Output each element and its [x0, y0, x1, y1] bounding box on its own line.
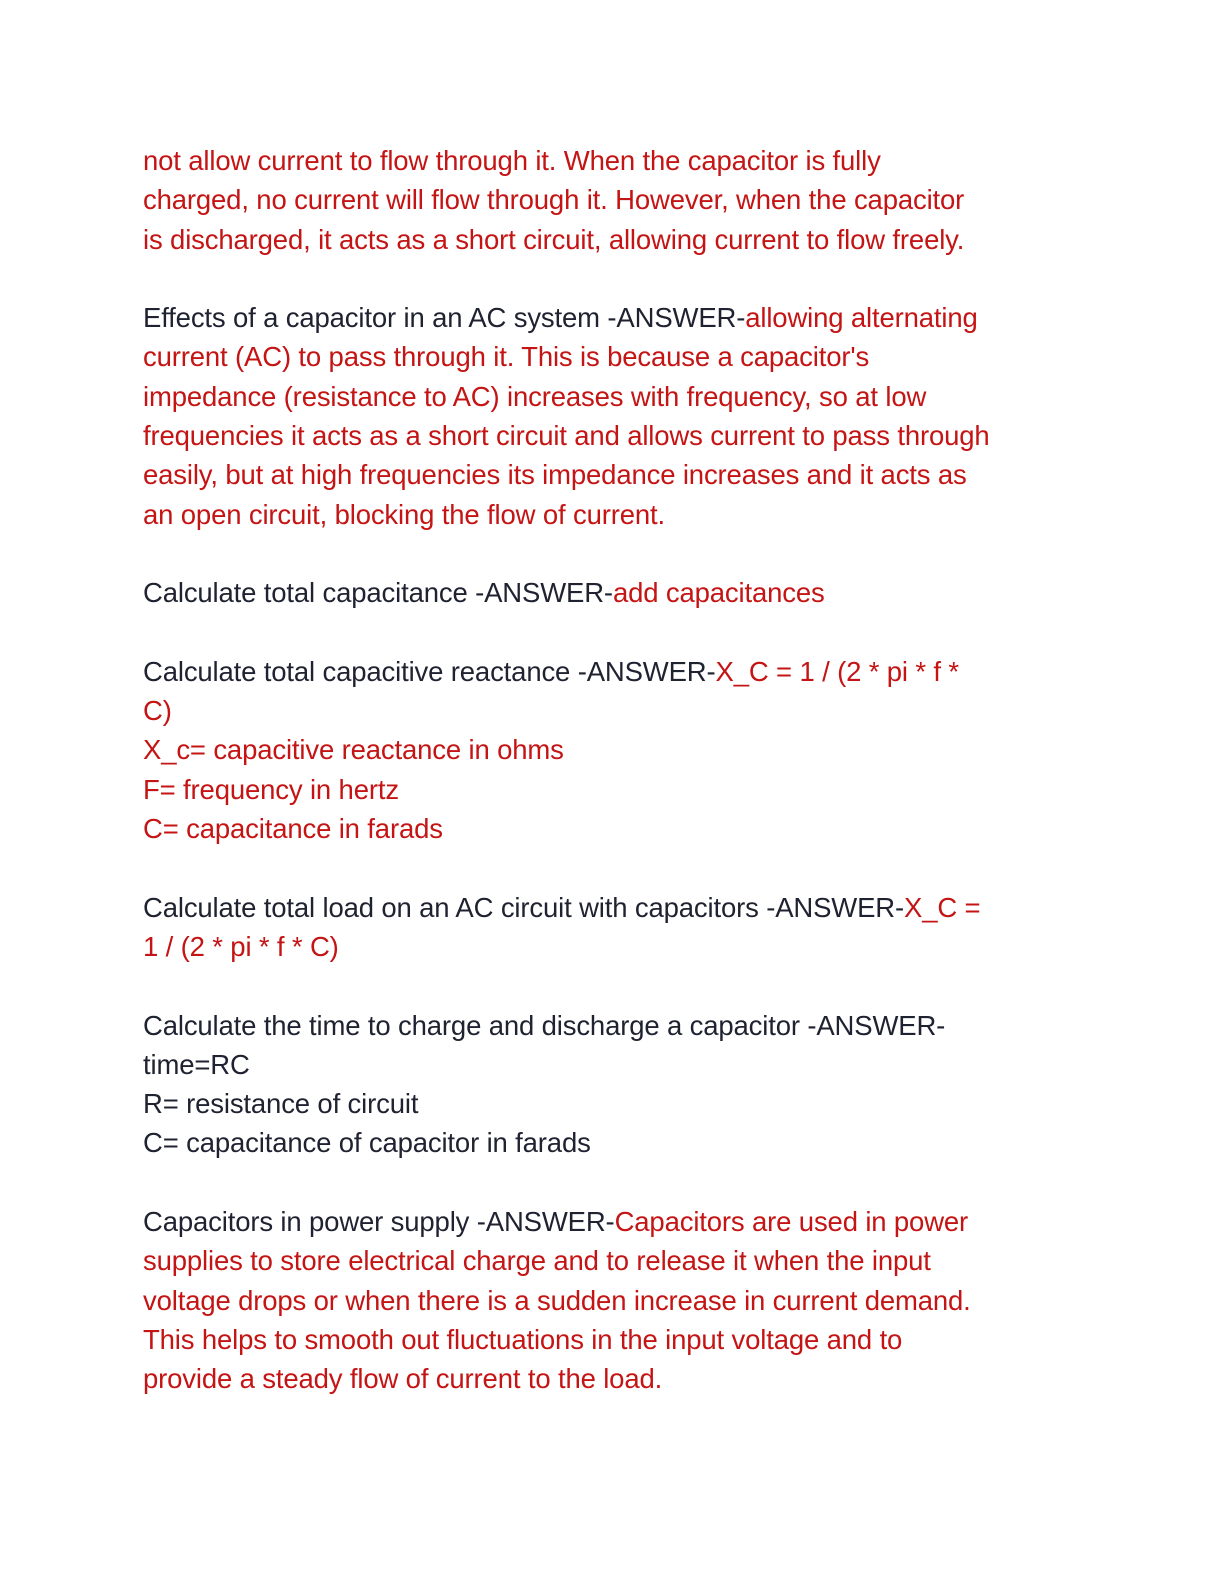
- text-line: [143, 377, 1083, 416]
- question-text: time=RC: [143, 1048, 250, 1080]
- answer-text: allowing alternating: [745, 302, 978, 334]
- answer-text: X_C = 1 / (2 * pi * f *: [715, 655, 959, 687]
- text-line: [143, 416, 1083, 455]
- text-line: [143, 927, 1083, 966]
- answer-text: current (AC) to pass through it. This is because a capacitor's: [143, 341, 870, 373]
- answer-text: impedance (resistance to AC) increases with frequency, so at low: [143, 380, 927, 412]
- paragraph-gap: [143, 259, 1083, 298]
- text-line: [143, 1281, 1083, 1320]
- text-line: [143, 1359, 1083, 1398]
- answer-text: supplies to store electrical charge and to release it when the input: [143, 1245, 931, 1277]
- answer-text: provide a steady flow of current to the load.: [143, 1363, 663, 1395]
- qa-paragraph: [143, 1006, 1083, 1163]
- text-line: [143, 1320, 1083, 1359]
- document-body: [143, 141, 1083, 1399]
- question-text: Calculate total capacitive reactance -ANSWER-: [143, 655, 716, 687]
- answer-text: charged, no current will flow through it. However, when the capacitor: [143, 184, 965, 216]
- answer-text: easily, but at high frequencies its impedance increases and it acts as: [143, 459, 967, 491]
- question-text: Effects of a capacitor in an AC system -ANSWER-: [143, 302, 746, 334]
- paragraph-gap: [143, 534, 1083, 573]
- paragraph-gap: [143, 848, 1083, 887]
- text-line: [143, 298, 1083, 337]
- qa-paragraph: [143, 298, 1083, 534]
- paragraph-gap: [143, 613, 1083, 652]
- text-line: [143, 730, 1083, 769]
- text-line: [143, 770, 1083, 809]
- paragraph-gap: [143, 1163, 1083, 1202]
- qa-paragraph: [143, 652, 1083, 848]
- text-line: [143, 455, 1083, 494]
- answer-text: add capacitances: [612, 577, 825, 609]
- answer-text: X_c= capacitive reactance in ohms: [143, 734, 564, 766]
- answer-text: C): [143, 695, 172, 727]
- question-text: Calculate total load on an AC circuit with capacitors -ANSWER-: [143, 891, 905, 923]
- answer-text: F= frequency in hertz: [143, 773, 399, 805]
- question-text: R= resistance of circuit: [143, 1088, 419, 1120]
- question-text: Calculate total capacitance -ANSWER-: [143, 577, 613, 609]
- answer-text: not allow current to flow through it. When the capacitor is fully: [143, 145, 881, 176]
- answer-text: This helps to smooth out fluctuations in the input voltage and to: [143, 1323, 903, 1355]
- text-line: [143, 141, 1083, 180]
- qa-paragraph: [143, 141, 1083, 259]
- text-line: [143, 1202, 1083, 1241]
- question-text: Capacitors in power supply -ANSWER-: [143, 1206, 615, 1238]
- text-line: [143, 180, 1083, 219]
- text-line: [143, 809, 1083, 848]
- text-line: [143, 691, 1083, 730]
- text-line: [143, 337, 1083, 376]
- text-line: [143, 1123, 1083, 1162]
- text-line: [143, 573, 1083, 612]
- answer-text: frequencies it acts as a short circuit and allows current to pass through: [143, 420, 990, 452]
- text-line: [143, 652, 1083, 691]
- text-line: [143, 1045, 1083, 1084]
- text-line: [143, 1241, 1083, 1280]
- answer-text: X_C =: [904, 891, 981, 923]
- answer-text: is discharged, it acts as a short circuit, allowing current to flow freely.: [143, 223, 965, 255]
- answer-text: C= capacitance in farads: [143, 813, 443, 845]
- paragraph-gap: [143, 966, 1083, 1005]
- text-line: [143, 1006, 1083, 1045]
- text-line: [143, 495, 1083, 534]
- question-text: Calculate the time to charge and discharge a capacitor -ANSWER-: [143, 1009, 946, 1041]
- text-line: [143, 888, 1083, 927]
- text-line: [143, 1084, 1083, 1123]
- answer-text: an open circuit, blocking the flow of current.: [143, 498, 665, 530]
- qa-paragraph: [143, 888, 1083, 967]
- question-text: C= capacitance of capacitor in farads: [143, 1127, 591, 1159]
- answer-text: voltage drops or when there is a sudden increase in current demand.: [143, 1284, 971, 1316]
- qa-paragraph: [143, 573, 1083, 612]
- text-line: [143, 220, 1083, 259]
- answer-text: Capacitors are used in power: [614, 1206, 969, 1238]
- answer-text: 1 / (2 * pi * f * C): [143, 930, 339, 962]
- qa-paragraph: [143, 1202, 1083, 1398]
